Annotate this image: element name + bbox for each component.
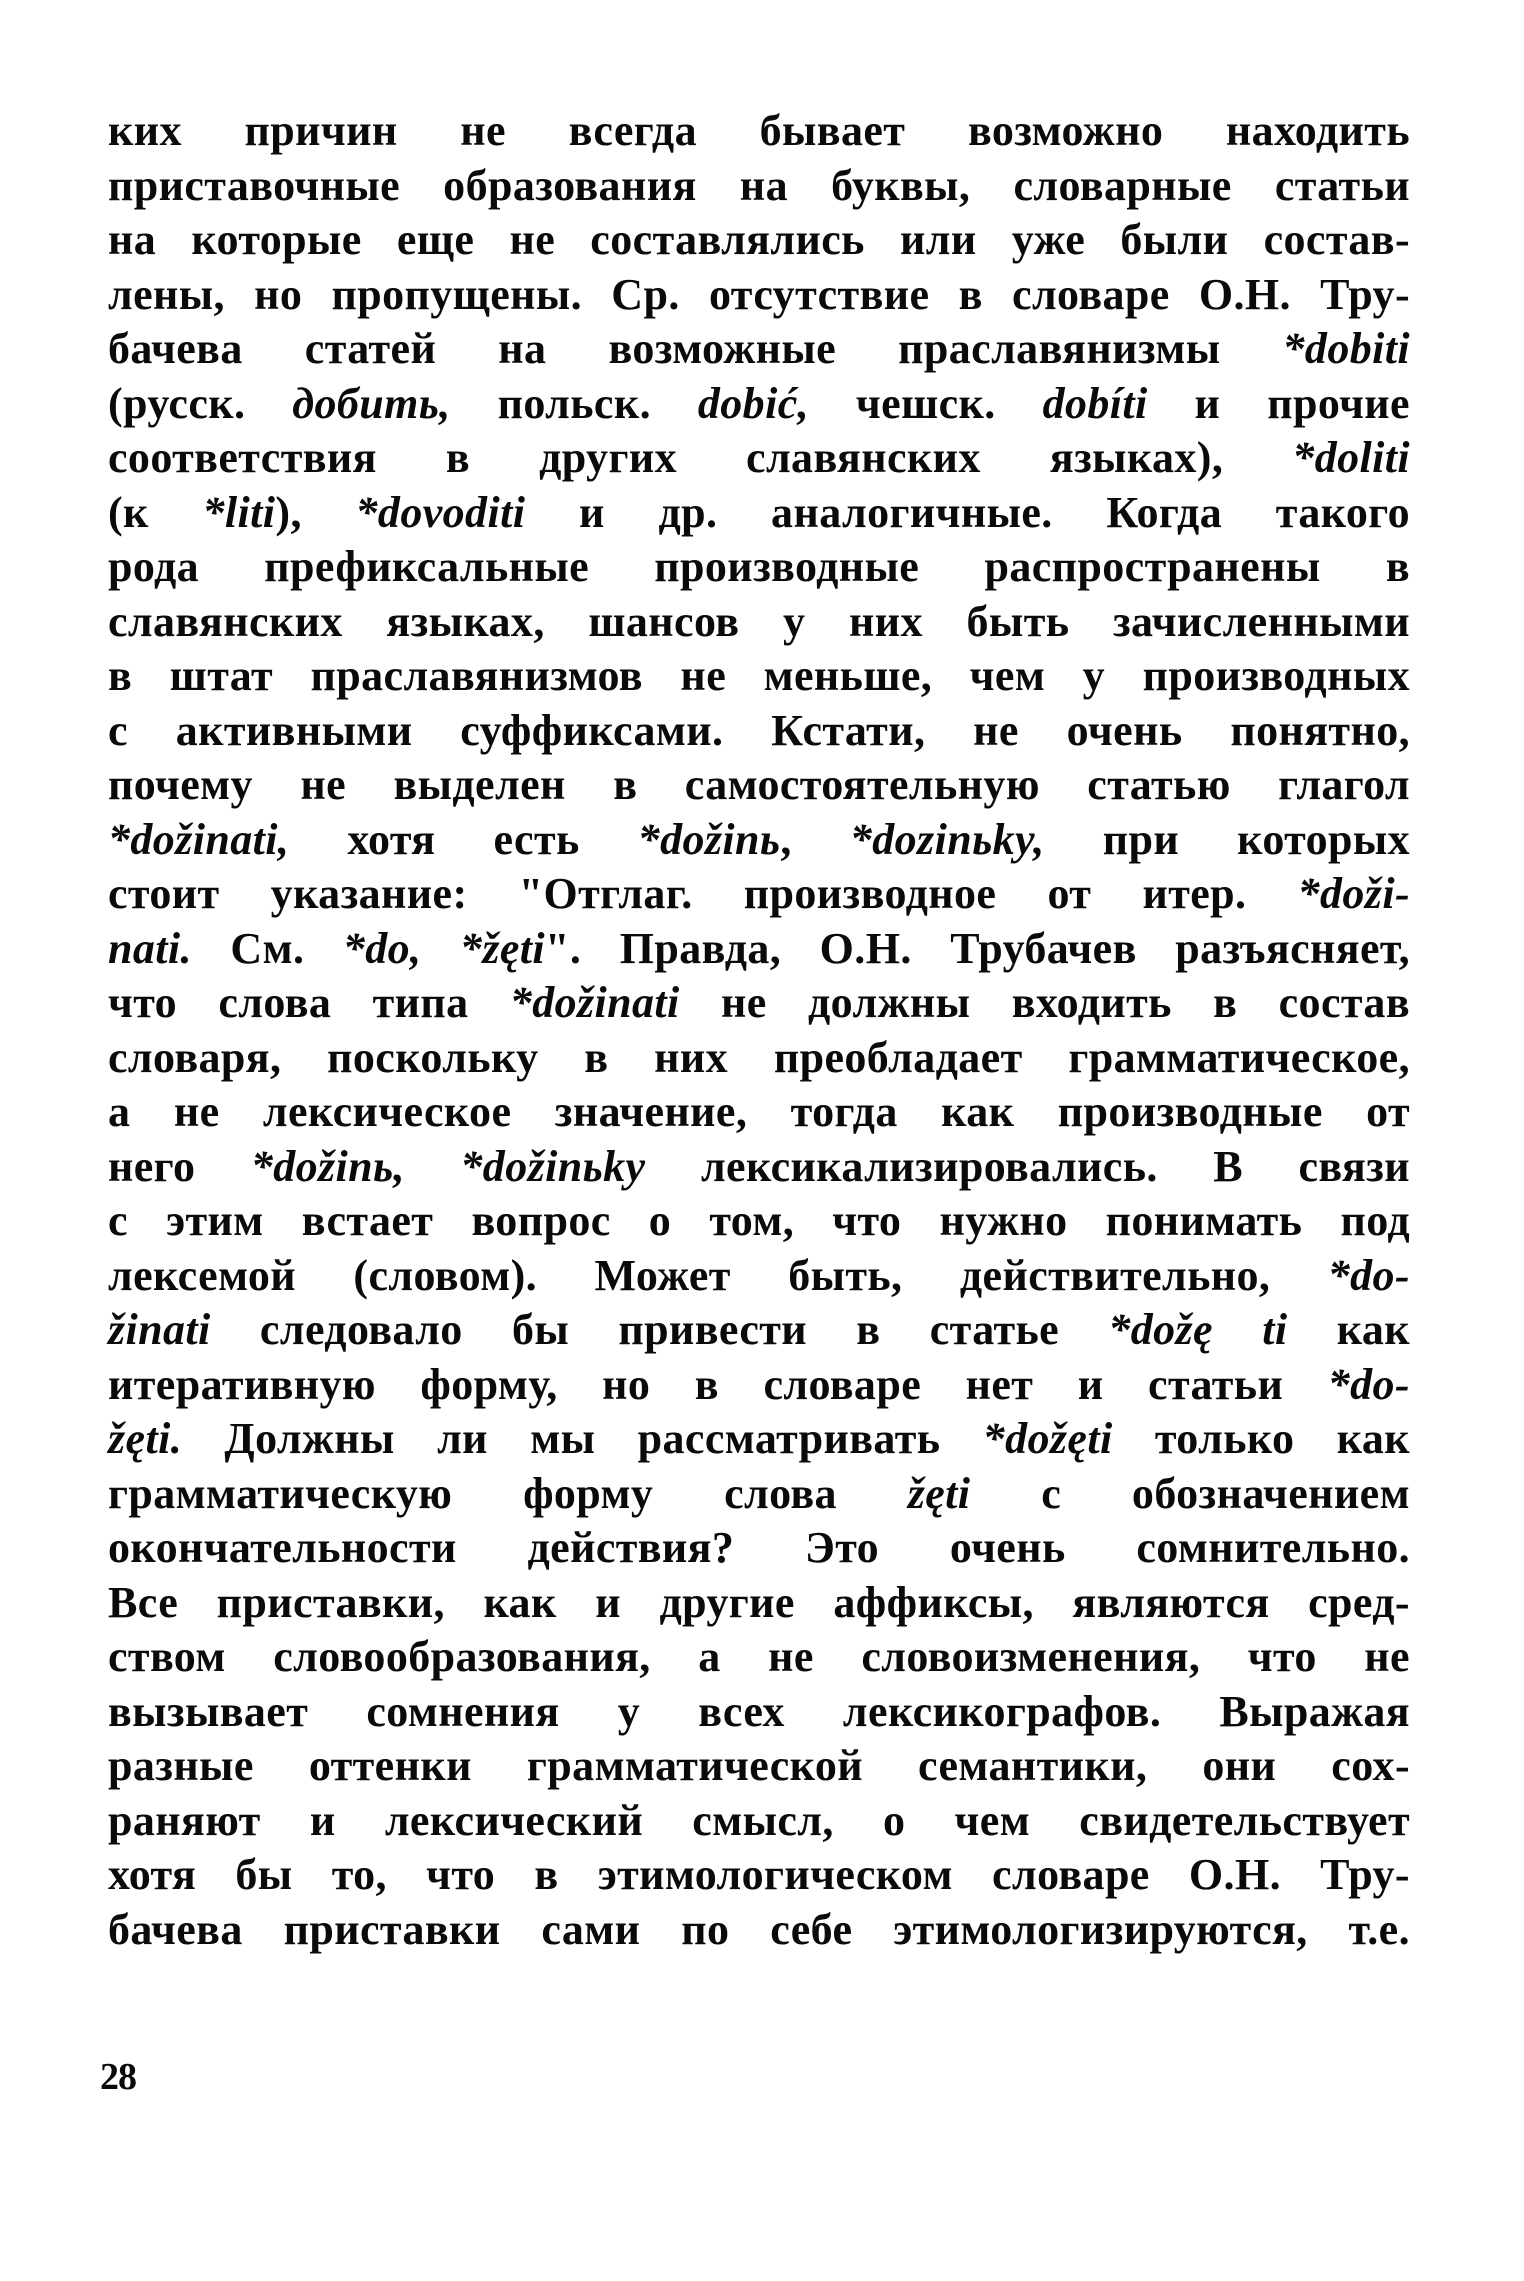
italic-text-run: *doži- bbox=[1297, 869, 1410, 918]
text-line bbox=[108, 1249, 1410, 1304]
text-run: с этим встает вопрос о том, что нужно понимать под bbox=[108, 1196, 1410, 1245]
text-run: следовало бы привести в статье bbox=[210, 1305, 1109, 1354]
text-run: ством словообразования, а не словоизменения, что не bbox=[108, 1632, 1410, 1681]
text-run: лексикализировались. В связи bbox=[645, 1141, 1411, 1191]
text-run: ), bbox=[275, 487, 356, 537]
text-run: польск. bbox=[450, 378, 698, 428]
text-run: рода префиксальные производные распространены в bbox=[108, 542, 1410, 591]
text-run: ". Правда, О.Н. Трубачев разъясняет, bbox=[545, 923, 1410, 973]
text-line bbox=[108, 1848, 1410, 1903]
text-line bbox=[108, 1140, 1410, 1195]
text-run: грамматическую форму слова bbox=[108, 1468, 908, 1518]
italic-text-run: *dožinь bbox=[637, 814, 781, 864]
text-line bbox=[108, 1576, 1410, 1631]
italic-text-run: dobíti bbox=[1042, 378, 1148, 428]
text-line bbox=[108, 867, 1410, 922]
text-run: с обозначением bbox=[970, 1468, 1410, 1518]
text-run: (к bbox=[108, 487, 203, 537]
text-run: См. bbox=[191, 923, 343, 973]
text-run: приставочные образования на буквы, словарные статьи bbox=[108, 160, 1410, 210]
text-run: на которые еще не составлялись или уже были состав- bbox=[108, 215, 1410, 264]
text-line bbox=[108, 976, 1410, 1031]
text-line bbox=[108, 595, 1410, 650]
text-line bbox=[108, 1303, 1410, 1358]
italic-text-run: *dozinьky, bbox=[849, 814, 1045, 864]
text-line bbox=[108, 922, 1410, 977]
italic-text-run: *dožę ti bbox=[1108, 1305, 1288, 1354]
text-run: в штат праславянизмов не меньше, чем у производных bbox=[108, 651, 1410, 700]
text-run: вызывает сомнения у всех лексикографов. Выражая bbox=[108, 1686, 1410, 1736]
italic-text-run: *dožęti bbox=[982, 1414, 1113, 1463]
italic-text-run: *dožinati, bbox=[108, 814, 290, 864]
text-line bbox=[108, 268, 1410, 323]
body-text bbox=[108, 104, 1410, 1957]
text-run: при которых bbox=[1044, 814, 1410, 864]
italic-text-run: *do- bbox=[1327, 1250, 1410, 1300]
italic-text-run: *do- bbox=[1327, 1359, 1410, 1409]
text-line bbox=[108, 758, 1410, 813]
text-run: разные оттенки грамматической семантики, они сох- bbox=[108, 1741, 1410, 1790]
text-run: хотя бы то, что в этимологическом словаре О.Н. Тру- bbox=[108, 1850, 1410, 1899]
text-line bbox=[108, 431, 1410, 486]
text-run: славянских языках, шансов у них быть зачисленными bbox=[108, 596, 1410, 646]
italic-text-run: *dožinati bbox=[509, 978, 680, 1027]
text-run: ких причин не всегда бывает возможно находить bbox=[108, 106, 1410, 155]
text-run: как bbox=[1287, 1305, 1410, 1354]
page-number: 28 bbox=[100, 2056, 136, 2098]
text-run: Все приставки, как и другие аффиксы, являются сред- bbox=[108, 1577, 1410, 1627]
text-run: раняют и лексический смысл, о чем свидетельствует bbox=[108, 1795, 1410, 1845]
text-line bbox=[108, 704, 1410, 759]
italic-text-run: žęti. bbox=[108, 1414, 183, 1463]
italic-text-run: *dožinь, *dožinьky bbox=[250, 1141, 646, 1191]
text-line bbox=[108, 813, 1410, 868]
text-run: итеративную форму, но в словаре нет и статьи bbox=[108, 1359, 1328, 1409]
text-run: почему не выделен в самостоятельную статью глагол bbox=[108, 760, 1410, 809]
text-line bbox=[108, 540, 1410, 595]
text-run: что слова типа bbox=[108, 978, 510, 1027]
text-run: лены, но пропущены. Ср. отсутствие в словаре О.Н. Тру- bbox=[108, 269, 1410, 319]
text-line bbox=[108, 1739, 1410, 1794]
italic-text-run: добить, bbox=[292, 378, 451, 428]
text-run: него bbox=[108, 1141, 251, 1191]
text-line bbox=[108, 486, 1410, 541]
italic-text-run: *do, *žęti bbox=[342, 923, 546, 973]
text-line bbox=[108, 1085, 1410, 1140]
italic-text-run: dobić, bbox=[697, 378, 810, 428]
text-run: бачева приставки сами по себе этимологизируются, т.е. bbox=[108, 1904, 1410, 1954]
text-line bbox=[108, 322, 1410, 377]
italic-text-run: *liti bbox=[202, 487, 276, 537]
text-run: соответствия в других славянских языках), bbox=[108, 433, 1293, 482]
text-run: лексемой (словом). Может быть, действительно, bbox=[108, 1250, 1328, 1300]
text-line bbox=[108, 1467, 1410, 1522]
text-line bbox=[108, 1685, 1410, 1740]
text-run: с активными суффиксами. Кстати, не очень понятно, bbox=[108, 705, 1410, 755]
text-run: словаря, поскольку в них преобладает грамматическое, bbox=[108, 1032, 1410, 1082]
text-line bbox=[108, 1521, 1410, 1576]
text-run: только как bbox=[1112, 1414, 1410, 1463]
text-line bbox=[108, 1903, 1410, 1958]
text-line bbox=[108, 1358, 1410, 1413]
italic-text-run: *dobiti bbox=[1282, 324, 1410, 373]
text-line bbox=[108, 1194, 1410, 1249]
text-run: чешск. bbox=[809, 378, 1043, 428]
text-line bbox=[108, 213, 1410, 268]
text-run: не должны входить в состав bbox=[679, 978, 1410, 1027]
italic-text-run: *dovoditi bbox=[355, 487, 526, 537]
text-line bbox=[108, 159, 1410, 214]
italic-text-run: nati. bbox=[108, 923, 192, 973]
text-run: а не лексическое значение, тогда как производные от bbox=[108, 1087, 1410, 1136]
text-run: стоит указание: "Отглаг. производное от итер. bbox=[108, 869, 1298, 918]
text-line bbox=[108, 1412, 1410, 1467]
text-run: и др. аналогичные. Когда такого bbox=[525, 487, 1410, 537]
text-line bbox=[108, 377, 1410, 432]
italic-text-run: žinati bbox=[108, 1305, 211, 1354]
text-run: (русск. bbox=[108, 378, 293, 428]
text-run: Должны ли мы рассматривать bbox=[182, 1414, 983, 1463]
italic-text-run: *doliti bbox=[1292, 433, 1410, 482]
text-run: хотя есть bbox=[289, 814, 638, 864]
text-run: окончательности действия? Это очень сомнительно. bbox=[108, 1523, 1410, 1572]
text-line bbox=[108, 1630, 1410, 1685]
text-line bbox=[108, 1031, 1410, 1086]
text-run: бачева статей на возможные праславянизмы bbox=[108, 324, 1283, 373]
text-run: и прочие bbox=[1147, 378, 1410, 428]
text-line bbox=[108, 104, 1410, 159]
text-line bbox=[108, 1794, 1410, 1849]
text-line bbox=[108, 649, 1410, 704]
italic-text-run: žęti bbox=[907, 1468, 971, 1518]
text-run: , bbox=[780, 814, 850, 864]
